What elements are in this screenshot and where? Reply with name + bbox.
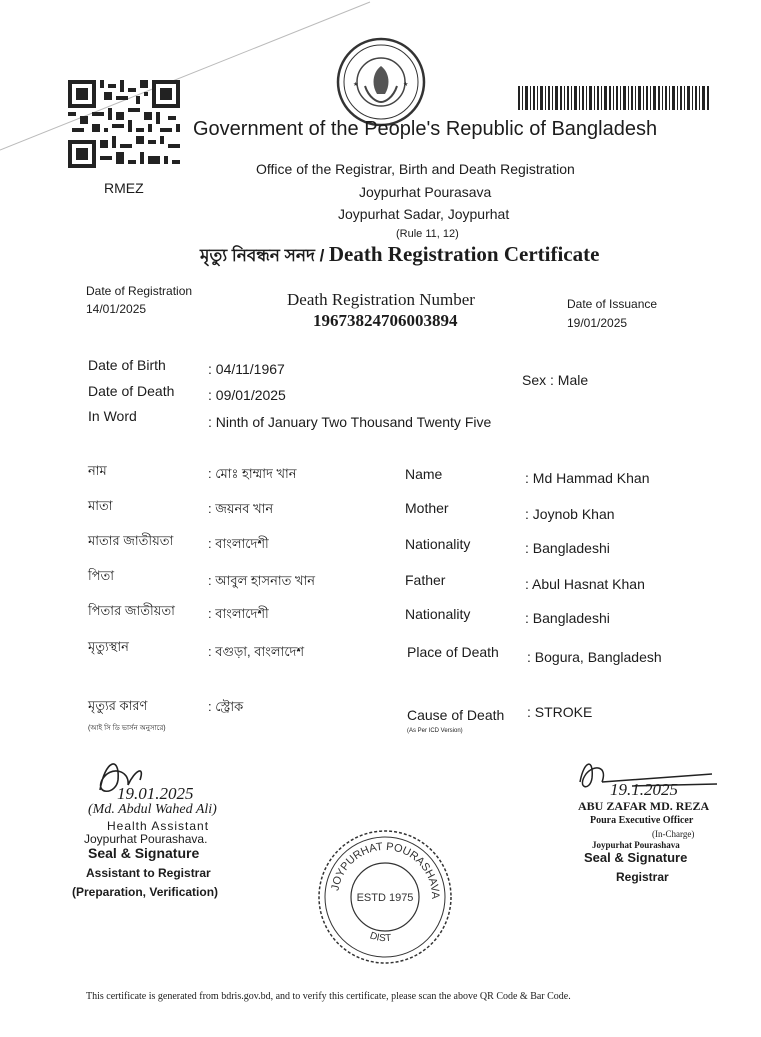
field-father-nationality-en-label: Nationality (405, 606, 471, 622)
in-word-label: In Word (88, 408, 137, 424)
left-seal-signature-label: Seal & Signature (88, 845, 200, 861)
field-mother-nationality-en-value: : Bangladeshi (525, 540, 610, 556)
title-english: Death Registration Certificate (328, 242, 600, 266)
right-signatory-in-charge: (In-Charge) (652, 829, 695, 839)
field-mother-bn-value: : জয়নব খান (208, 501, 274, 516)
field-mother-nationality-en-label: Nationality (405, 536, 471, 552)
svg-text:★: ★ (403, 82, 409, 88)
left-signatory-role: Assistant to Registrar (86, 866, 211, 880)
registration-date-label: Date of Registration (86, 284, 193, 298)
issuance-date-value: 19/01/2025 (567, 316, 628, 330)
cause-en-note: (As Per ICD Version) (407, 728, 463, 734)
office-line: Office of the Registrar, Birth and Death Registration (256, 161, 575, 177)
title-bengali: মৃত্যু নিবন্ধন সনদ / (200, 246, 325, 265)
field-father-en-label: Father (405, 572, 446, 588)
svg-text:DIST (368, 930, 392, 944)
registration-number-value: 19673824706003894 (313, 311, 458, 330)
right-signatory-name: ABU ZAFAR MD. REZA (578, 799, 710, 813)
qr-caption: RMEZ (104, 180, 144, 196)
seal-center-text: ESTD 1975 (356, 892, 414, 904)
seal-bottom-text: DIST (368, 930, 392, 945)
field-mother-en-value: : Joynob Khan (525, 506, 615, 522)
dob-label: Date of Birth (88, 357, 166, 373)
government-emblem (335, 36, 427, 128)
right-signatory-role: Registrar (616, 870, 669, 884)
address-line: Joypurhat Sadar, Joypurhat (338, 206, 510, 222)
sex-value: Sex : Male (522, 372, 589, 388)
field-father-nationality-en-value: : Bangladeshi (525, 610, 610, 626)
right-signatory-designation: Poura Executive Officer (590, 815, 694, 826)
dod-value: : 09/01/2025 (208, 387, 286, 403)
rule-line: (Rule 11, 12) (396, 228, 459, 240)
field-father-bn-label: পিতা (88, 568, 115, 583)
in-word-value: : Ninth of January Two Thousand Twenty Five (208, 414, 492, 430)
cause-bn-value: : স্ট্রোক (208, 699, 244, 714)
cause-bn-label: মৃত্যুর কারণ (88, 698, 148, 713)
field-father-en-value: : Abul Hasnat Khan (525, 576, 645, 592)
registration-number-label: Death Registration Number (287, 290, 475, 309)
right-signature-date: 19.1.2025 (610, 780, 678, 799)
field-name-en-value: : Md Hammad Khan (525, 470, 650, 486)
issuance-date-label: Date of Issuance (567, 297, 658, 311)
left-signatory-role-note: (Preparation, Verification) (72, 885, 219, 899)
seal-top-text: JOYPURHAT POURASHAVA (329, 840, 442, 900)
government-title: Government of the People's Republic of Bangladesh (193, 118, 658, 140)
pourashava-seal (316, 828, 454, 966)
cause-en-label: Cause of Death (407, 707, 505, 723)
barcode[interactable] (518, 86, 710, 110)
left-signatory-designation: Health Assistant (107, 819, 210, 833)
footer-note: This certificate is generated from bdris.gov.bd, and to verify this certificate, please scan the above QR Code & Bar Code. (86, 991, 571, 1002)
field-father-bn-value: : আবুল হাসনাত খান (208, 573, 316, 588)
field-mother-nationality-bn-label: মাতার জাতীয়তা (88, 533, 174, 548)
registration-date-value: 14/01/2025 (86, 302, 147, 316)
right-signatory-office: Joypurhat Pourashava (592, 840, 680, 850)
left-signatory-office: Joypurhat Pourashava. (84, 832, 208, 846)
field-father-nationality-bn-label: পিতার জাতীয়তা (88, 603, 175, 618)
qr-code[interactable] (68, 80, 180, 168)
svg-text:★: ★ (353, 82, 359, 88)
field-father-nationality-bn-value: : বাংলাদেশী (208, 606, 269, 621)
left-signature-date: 19.01.2025 (117, 784, 194, 803)
cause-en-value: : STROKE (527, 704, 593, 720)
pourasava-line: Joypurhat Pourasava (359, 184, 492, 200)
dob-value: : 04/11/1967 (208, 361, 285, 377)
cause-bn-note: (আই সি ডি ভার্সন অনুসারে) (88, 725, 166, 732)
right-seal-signature-label: Seal & Signature (584, 850, 688, 865)
field-name-en-label: Name (405, 466, 443, 482)
field-place-of-death-en-label: Place of Death (407, 644, 499, 660)
dod-label: Date of Death (88, 383, 175, 399)
field-name-bn-value: : মোঃ হাম্মাদ খান (208, 466, 297, 481)
certificate-title (200, 242, 599, 271)
left-signatory-name: (Md. Abdul Wahed Ali) (88, 802, 217, 817)
field-place-of-death-en-value: : Bogura, Bangladesh (527, 649, 662, 665)
field-mother-en-label: Mother (405, 500, 449, 516)
field-name-bn-label: নাম (88, 463, 107, 478)
field-mother-bn-label: মাতা (88, 498, 113, 513)
field-place-of-death-bn-label: মৃত্যুস্থান (88, 639, 129, 654)
field-mother-nationality-bn-value: : বাংলাদেশী (208, 536, 269, 551)
field-place-of-death-bn-value: : বগুড়া, বাংলাদেশ (208, 644, 305, 659)
